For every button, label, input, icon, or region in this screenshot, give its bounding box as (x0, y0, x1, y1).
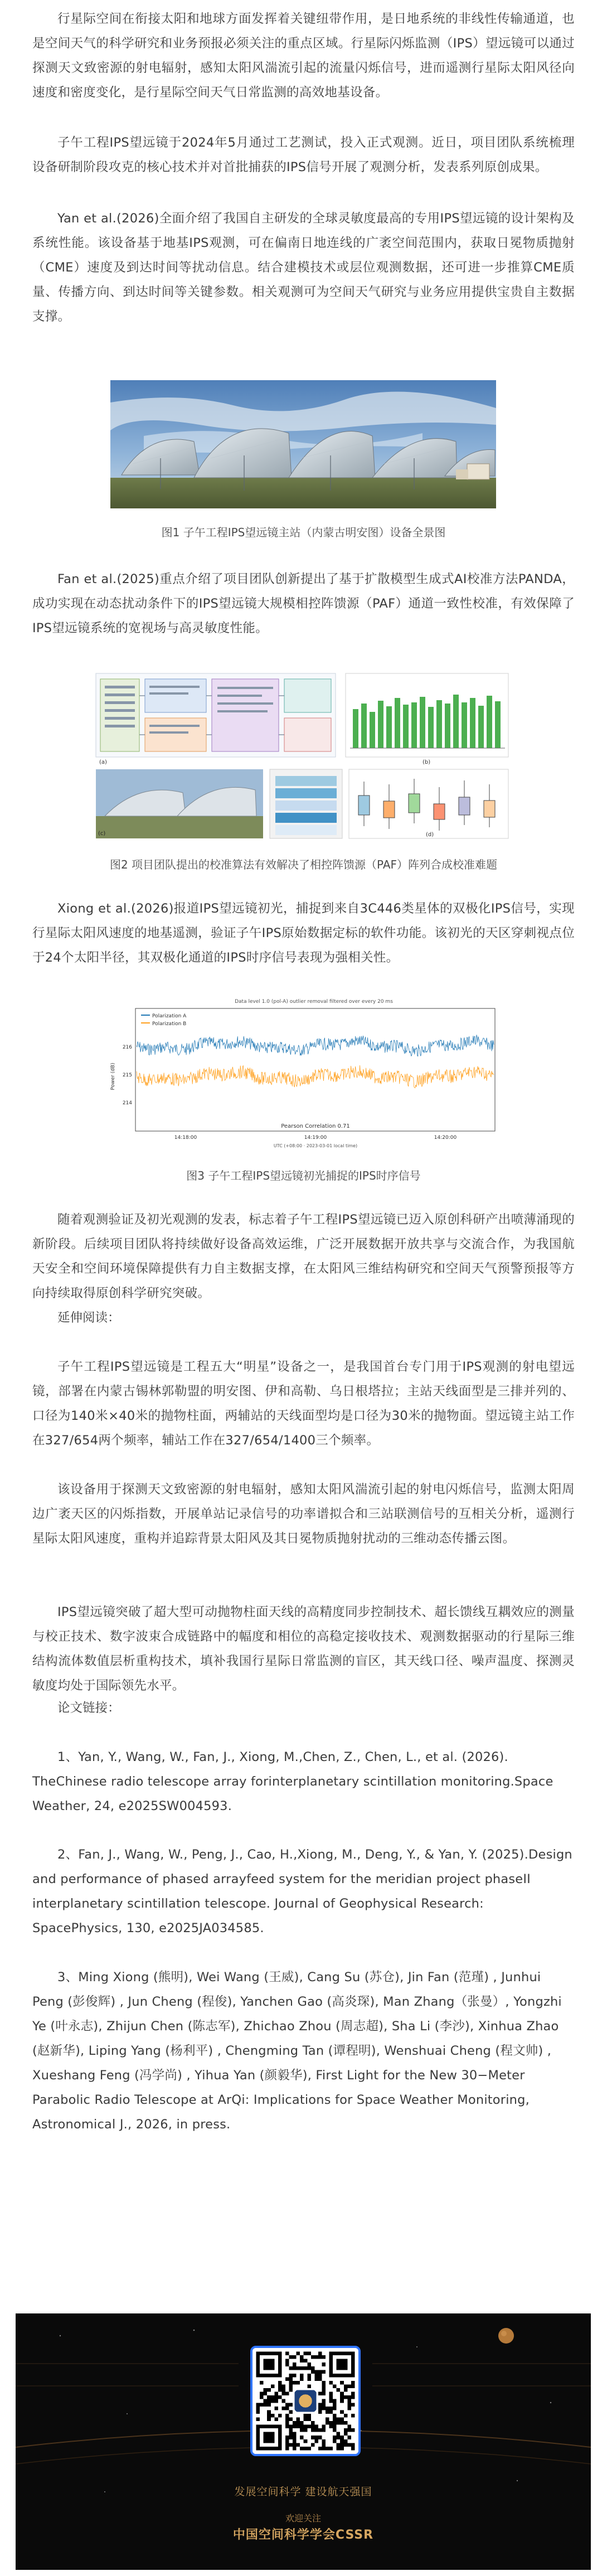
paragraph-intro (32, 7, 575, 105)
planet-icon (498, 2328, 514, 2344)
figure-2-calibration-diagram (94, 670, 512, 842)
telescope-photo (110, 380, 496, 508)
paragraph-yan (32, 206, 575, 329)
panel-a-label: (a) (99, 759, 107, 765)
x-tick-3: 14:20:00 (434, 1135, 457, 1141)
figure-3-ips-time-series (102, 993, 503, 1151)
panel-d-label: (d) (426, 832, 434, 838)
paragraph-text: 子午工程IPS望远镜于2024年5月通过工艺测试，投入正式观测。近日，项目团队系统梳理设备研制阶段攻克的核心技术并对首批捕获的IPS信号开展了观测分析，发表系列原创成果。 (32, 135, 575, 174)
panel-a-flowchart (96, 673, 336, 765)
footer-follow: 欢迎关注 (285, 2513, 321, 2524)
figure-2-caption (32, 856, 575, 873)
footer-brand: 中国空间科学学会CSSR (232, 2528, 374, 2542)
panel-e-box-plots (349, 769, 508, 838)
caption-text: 图3 子午工程IPS望远镜初光捕捉的IPS时序信号 (186, 1169, 421, 1182)
figure-3-caption (32, 1167, 575, 1184)
paragraph-telescope-intro (32, 1355, 575, 1453)
extended-reading-heading (32, 1306, 575, 1330)
references-heading (32, 1696, 575, 1720)
reference-2[interactable] (32, 1842, 575, 1941)
x-tick-1: 14:18:00 (174, 1135, 197, 1141)
legend-b: Polarization B (152, 1021, 187, 1027)
legend-a: Polarization A (152, 1013, 187, 1019)
x-axis-label: UTC (+08:00 · 2023-03-01 local time) (273, 1143, 358, 1148)
panel-b-label: (b) (423, 759, 431, 765)
y-tick-1: 216 (122, 1045, 132, 1050)
reference-text[interactable]: 2、Fan, J., Wang, W., Peng, J., Cao, H.,Xiong, M., Deng, Y., & Yan, Y. (2025).Design and performance of phased arrayfeed system for the meridian project phaseII interplanetary scintillation telescope. Journal of Geophysical Research: SpacePhysics, 130, e2025JA034585. (32, 1847, 572, 1935)
panel-b-bar-chart (346, 673, 508, 765)
qr-code[interactable] (250, 2346, 361, 2456)
paragraph-text: Yan et al.(2026)全面介绍了我国自主研发的全球灵敏度最高的专用IPS望远镜的设计架构及系统性能。该设备基于地基IPS观测，可在偏南日地连线的广袤空间范围内，获取日冕物质抛射（CME）速度及到达时间等扰动信息。结合建模技术或层位观测数据，还可进一步推算CME质量、传播方向、到达时间等关键参数。相关观测可为空间天气研究与业务应用提供宝贵自主数据支撑。 (32, 211, 575, 324)
paragraph-operation (32, 130, 575, 180)
panel-d-heatmap (270, 769, 342, 838)
y-tick-3: 214 (122, 1100, 132, 1106)
footer-banner (16, 2313, 591, 2570)
figure-1-caption (32, 524, 575, 541)
paragraph-text: 子午工程IPS望远镜是工程五大“明星”设备之一，是我国首台专门用于IPS观测的射电望远镜，部署在内蒙古锡林郭勒盟的明安图、伊和高勒、乌日根塔拉；主站天线面型是三排并列的、口径为140米×40米的抛物柱面，两辅站的天线面型均是口径为30米的抛物面。望远镜主站工作在327/654两个频率，辅站工作在327/654/1400三个频率。 (32, 1360, 575, 1448)
y-tick-2: 215 (122, 1073, 132, 1078)
paragraph-text: IPS望远镜突破了超大型可动抛物柱面天线的高精度同步控制技术、超长馈线互耦效应的测量与校正技术、数字波束合成链路中的幅度和相位的高稳定接收技术、观测数据驱动的行星际三维结构流体数值层析重构技术，填补我国行星际日常监测的盲区，其天线口径、噪声温度、探测灵敏度均处于国际领先水平。 (32, 1605, 575, 1693)
reference-text[interactable]: 3、Ming Xiong (熊明), Wei Wang (王威), Cang Su (苏仓), Jin Fan (范瑾) , Junhui Peng (彭俊辉) , Jun Cheng (程俊), Yanchen Gao (高炎琛), Man Zhang（张曼）, Yongzhi Ye (叶永志), Zhijun Chen (陈志军), Zhichao Zhou (周志超), Sha Li (李沙), Xinhua Zhao (赵新华), Liping Yang (杨利平) , Chengming Tan (谭程明), Wenshuai Cheng (程文帅) , Xueshang Feng (冯学尚) , Yihua Yan (颜毅华), First Light for the New 30−Meter Parabolic Radio Telescope at ArQi: Implications for Space Weather Monitoring, Astronomical J., 2026, in press. (32, 1970, 562, 2132)
footer-slogan: 发展空间科学 建设航天强国 (234, 2486, 372, 2498)
paragraph-text: 该设备用于探测天文致密源的射电辐射，感知太阳风湍流引起的射电闪烁信号，监测太阳周边广袤天区的闪烁指数，开展单站记录信号的功率谱拟合和三站联测信号的互相关分析，遥测行星际太阳风速度，重构并追踪背景太阳风及其日冕物质抛射扰动的三维动态传播云图。 (32, 1482, 575, 1546)
reference-text[interactable]: 1、Yan, Y., Wang, W., Fan, J., Xiong, M.,Chen, Z., Chen, L., et al. (2026). TheChinese radio telescope array forinterplanetary scintillation monitoring.Space Weather, 24, e2025SW004593. (32, 1750, 553, 1813)
paragraph-text: Xiong et al.(2026)报道IPS望远镜初光，捕捉到来自3C446类星体的双极化IPS信号，实现行星际太阳风速度的地基遥测，验证子午IPS原始数据定标的软件功能。该初光的天区穿刺视点位于24个太阳半径，其双极化通道的IPS时序信号表现为强相关性。 (32, 901, 575, 965)
paragraph-text: 随着观测验证及初光观测的发表，标志着子午工程IPS望远镜已迈入原创科研产出喷薄涌现的新阶段。后续项目团队将持续做好设备高效运维，广泛开展数据开放共享与交流合作，为我国航天安全和空间环境保障提供有力自主数据支撑，在太阳风三维结构研究和空间天气预警预报等方向持续取得原创科学研究突破。 (32, 1212, 575, 1301)
reference-1[interactable] (32, 1745, 575, 1818)
panel-c-photo (96, 769, 263, 838)
paragraph-telescope-breakthrough (32, 1600, 575, 1698)
y-axis-label: Power (dB) (110, 1063, 116, 1090)
paragraph-text: 行星际空间在衔接太阳和地球方面发挥着关键纽带作用，是日地系统的非线性传输通道，也是空间天气的科学研究和业务预报必须关注的重点区域。行星际闪烁监测（IPS）望远镜可以通过探测天文致密源的射电辐射，感知太阳风湍流引起的流量闪烁信号，进而遥测行星际太阳风径向速度和密度变化，是行星际空间天气日常监测的高效地基设备。 (32, 12, 575, 100)
paragraph-text: Fan et al.(2025)重点介绍了项目团队创新提出了基于扩散模型生成式AI校准方法PANDA，成功实现在动态扰动条件下的IPS望远镜大规模相控阵馈源（PAF）通道一致性校准，有效保障了IPS望远镜系统的宽视场与高灵敏度性能。 (32, 572, 575, 635)
figure-1-telescope-photo (110, 380, 496, 508)
calibration-diagram (94, 670, 512, 842)
heading-text: 论文链接： (57, 1701, 120, 1715)
caption-text: 图2 项目团队提出的校准算法有效解决了相控阵馈源（PAF）阵列合成校准难题 (109, 858, 498, 871)
caption-text: 图1 子午工程IPS望远镜主站（内蒙古明安图）设备全景图 (161, 526, 446, 539)
paragraph-telescope-function (32, 1477, 575, 1551)
x-tick-2: 14:19:00 (304, 1135, 327, 1141)
paragraph-xiong (32, 896, 575, 970)
paragraph-outlook (32, 1207, 575, 1306)
plot-title-line: Data level 1.0 (pol-A) outlier removal filtered over every 20 ms (235, 999, 393, 1005)
correlation-label: Pearson Correlation 0.71 (281, 1123, 350, 1129)
paragraph-fan (32, 567, 575, 641)
reference-3[interactable] (32, 1965, 575, 2137)
ips-time-series-chart (102, 993, 503, 1151)
qr-code-icon (252, 2348, 358, 2454)
panel-c-label: (c) (98, 831, 106, 837)
heading-text: 延伸阅读： (57, 1311, 120, 1325)
